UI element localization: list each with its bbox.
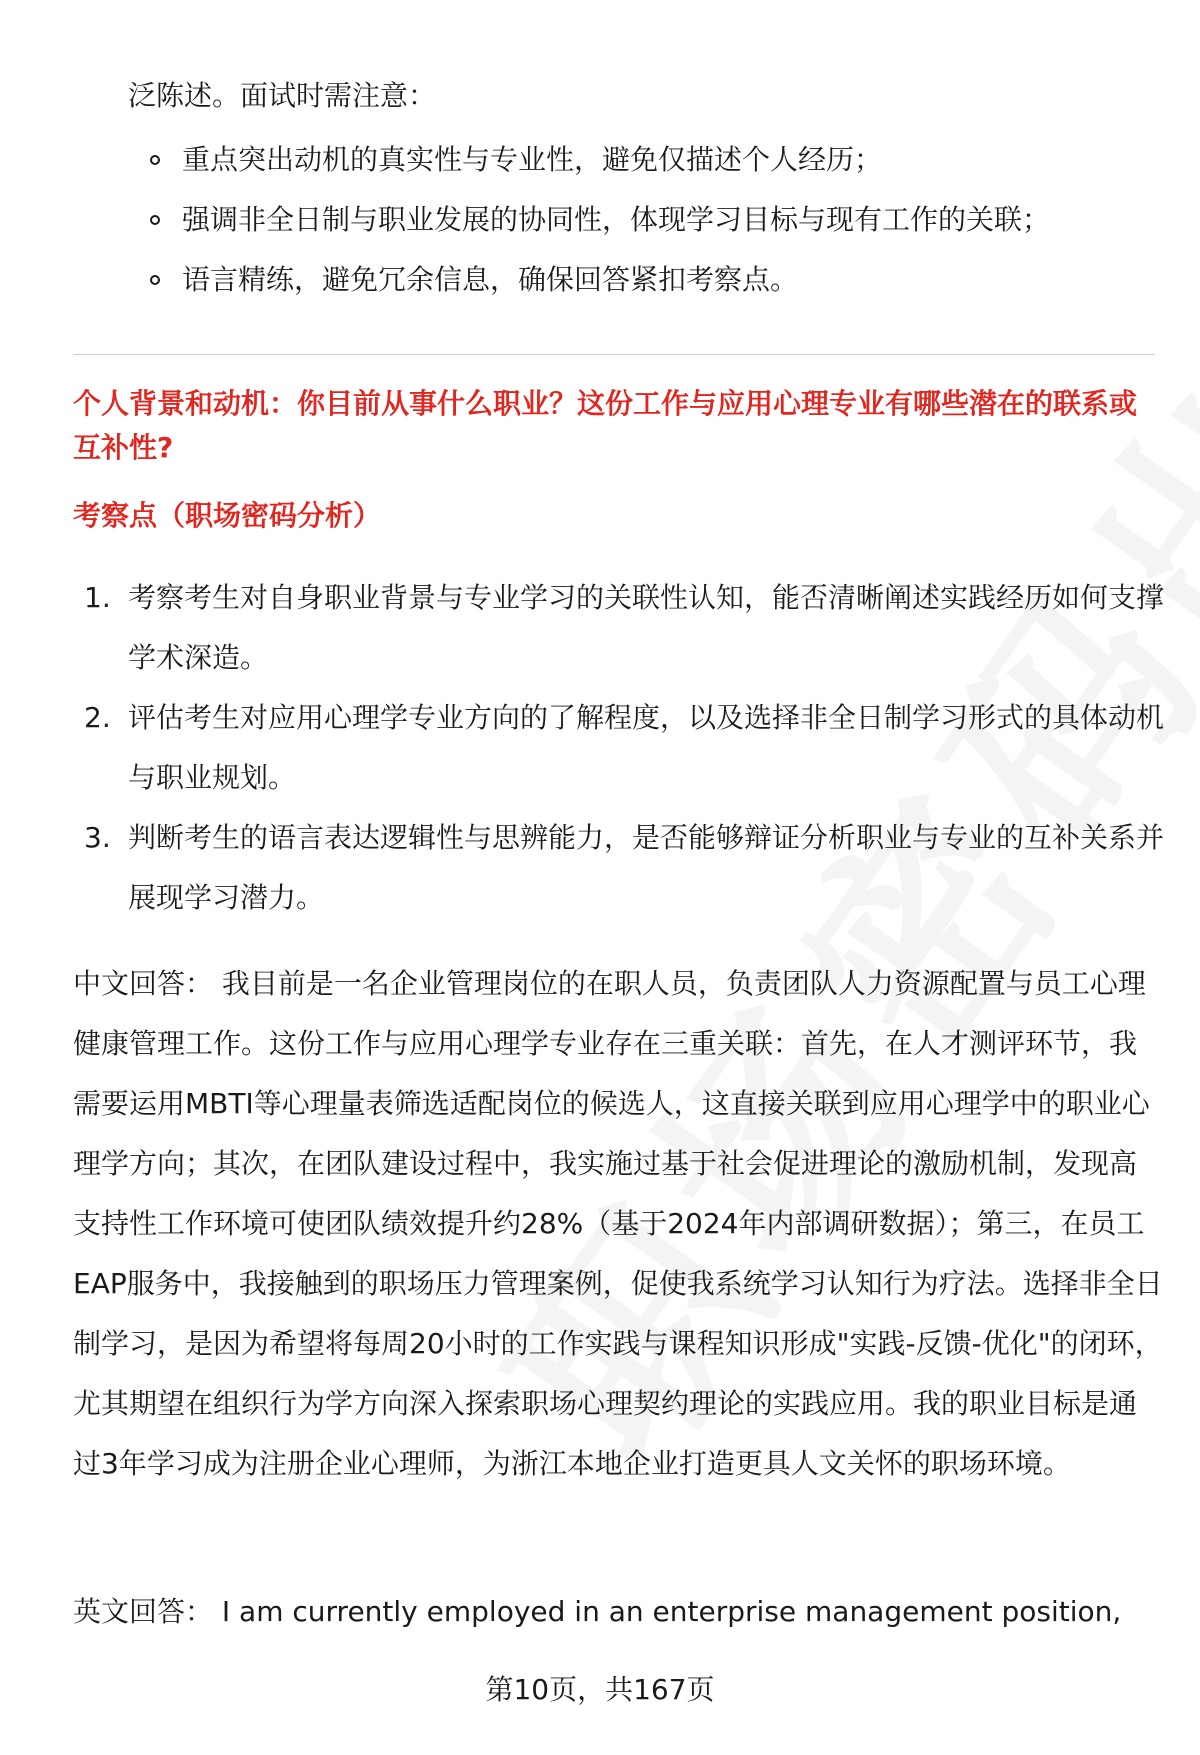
circle-bullet-icon [150,155,160,165]
point-text: 评估考生对应用心理学专业方向的了解程度，以及选择非全日制学习形式的具体动机与职业规划。 [128,701,1165,794]
chinese-answer: 中文回答： 我目前是一名企业管理岗位的在职人员，负责团队人力资源配置与员工心理健康管理工作。这份工作与应用心理学专业存在三重关联：首先，在人才测评环节，我需要运用MBTI等心理量表筛选适配岗位的候选人，这直接关联到应用心理学中的职业心理学方向；其次，在团队建设过程中，我实施过基于社会促进理论的激励机制，发现高支持性工作环境可使团队绩效提升约28%（基于2024年内部调研数据）；第三，在员工EAP服务中，我接触到的职场压力管理案例，促使我系统学习认知行为疗法。选择非全日制学习，是因为希望将每周20小时的工作实践与课程知识形成"实践-反馈-优化"的闭环，尤其期望在组织行为学方向深入探索职场心理契约理论的实践应用。我的职业目标是通过3年学习成为注册企业心理师，为浙江本地企业打造更具人文关怀的职场环境。 [73,967,1163,1480]
point-item [84,808,1164,928]
point-number: 3. [84,821,111,854]
bullet-item [148,250,1148,310]
circle-bullet-icon [150,215,160,225]
intro-text: 泛陈述。面试时需注意： [128,79,437,112]
bullet-item [148,190,1148,250]
point-text: 判断考生的语言表达逻辑性与思辨能力，是否能够辩证分析职业与专业的互补关系并展现学习潜力。 [128,821,1165,914]
point-item [84,568,1164,688]
bullet-text: 重点突出动机的真实性与专业性，避免仅描述个人经历； [182,143,883,176]
bullet-text: 强调非全日制与职业发展的协同性，体现学习目标与现有工作的关联； [182,203,1051,236]
point-number: 2. [84,701,111,734]
point-text: 考察考生对自身职业背景与专业学习的关联性认知，能否清晰阐述实践经历如何支撑学术深造。 [128,581,1165,674]
analysis-heading: 考察点（职场密码分析） [73,499,382,532]
bullet-list [148,130,1148,310]
question-heading: 个人背景和动机：你目前从事什么职业？这份工作与应用心理专业有哪些潜在的联系或互补性? [73,387,1138,464]
bullet-text: 语言精练，避免冗余信息，确保回答紧扣考察点。 [182,263,799,296]
point-item [84,688,1164,808]
points-list [84,568,1164,928]
point-number: 1. [84,581,111,614]
english-answer: 英文回答： I am currently employed in an enterprise management position, [73,1595,1122,1628]
circle-bullet-icon [150,275,160,285]
page-number: 第10页，共167页 [485,1673,715,1706]
bullet-item [148,130,1148,190]
section-divider [73,354,1155,355]
